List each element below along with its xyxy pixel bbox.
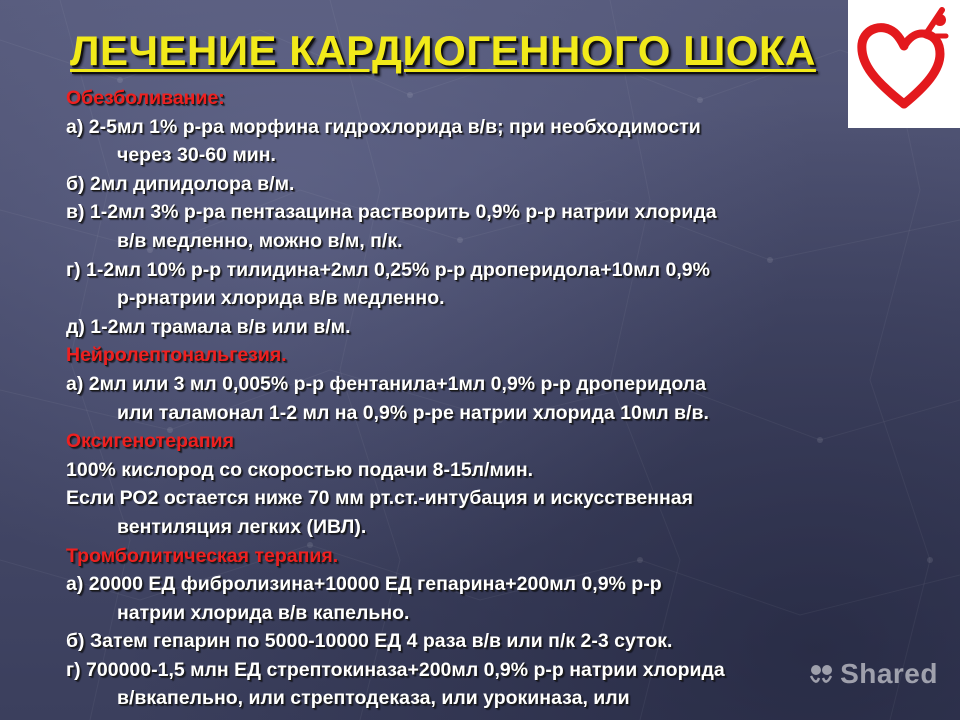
text-line-continuation: или таламонал 1-2 мл на 0,9% р-ре натрии хлорида 10мл в/в. (117, 401, 709, 424)
text-line: г) 1-2мл 10% р-р тилидина+2мл 0,25% р-р дроперидола+10мл 0,9% (66, 258, 710, 281)
text-line-continuation: в/в медленно, можно в/м, п/к. (117, 229, 403, 252)
text-line-continuation: вентиляция легких (ИВЛ). (117, 515, 367, 538)
treatment-text-block (66, 84, 886, 713)
watermark (806, 658, 938, 690)
slideshare-icon (806, 662, 836, 686)
watermark-text: Shared (840, 658, 938, 689)
text-line-continuation: натрии хлорида в/в капельно. (117, 601, 410, 624)
text-line: а) 20000 ЕД фибролизина+10000 ЕД гепарина+200мл 0,9% р-р (66, 573, 662, 596)
section-heading: Обезболивание: (66, 87, 225, 109)
text-line: б) Затем гепарин по 5000-10000 ЕД 4 раза в/в или п/к 2-3 суток. (66, 630, 673, 653)
slide-title: ЛЕЧЕНИЕ КАРДИОГЕННОГО ШОКА (70, 27, 816, 74)
text-line-continuation: в/вкапельно, или стрептодеказа, или урокиназа, или (117, 687, 630, 710)
text-line-continuation: через 30-60 мин. (117, 144, 276, 167)
text-line: б) 2мл дипидолора в/м. (66, 172, 295, 195)
text-line: а) 2-5мл 1% р-ра морфина гидрохлорида в/в; при необходимости (66, 115, 701, 138)
section-heading: Оксигенотерапия (66, 430, 234, 453)
text-line: в) 1-2мл 3% р-ра пентазацина растворить 0,9% р-р натрии хлорида (66, 201, 717, 224)
section-heading: Тромболитическая терапия. (66, 544, 339, 567)
text-line: д) 1-2мл трамала в/в или в/м. (66, 315, 351, 338)
text-line: 100% кислород со скоростью подачи 8-15л/мин. (66, 458, 534, 481)
text-line: а) 2мл или 3 мл 0,005% р-р фентанила+1мл 0,9% р-р дроперидола (66, 372, 707, 395)
text-line: г) 700000-1,5 млн ЕД стрептокиназа+200мл 0,9% р-р натрии хлорида (66, 658, 725, 681)
text-line: Если РО2 остается ниже 70 мм рт.ст.-интубация и искусственная (66, 487, 693, 510)
text-line-continuation: р-рнатрии хлорида в/в медленно. (117, 287, 445, 310)
section-heading: Нейролептональгезия. (66, 344, 287, 367)
